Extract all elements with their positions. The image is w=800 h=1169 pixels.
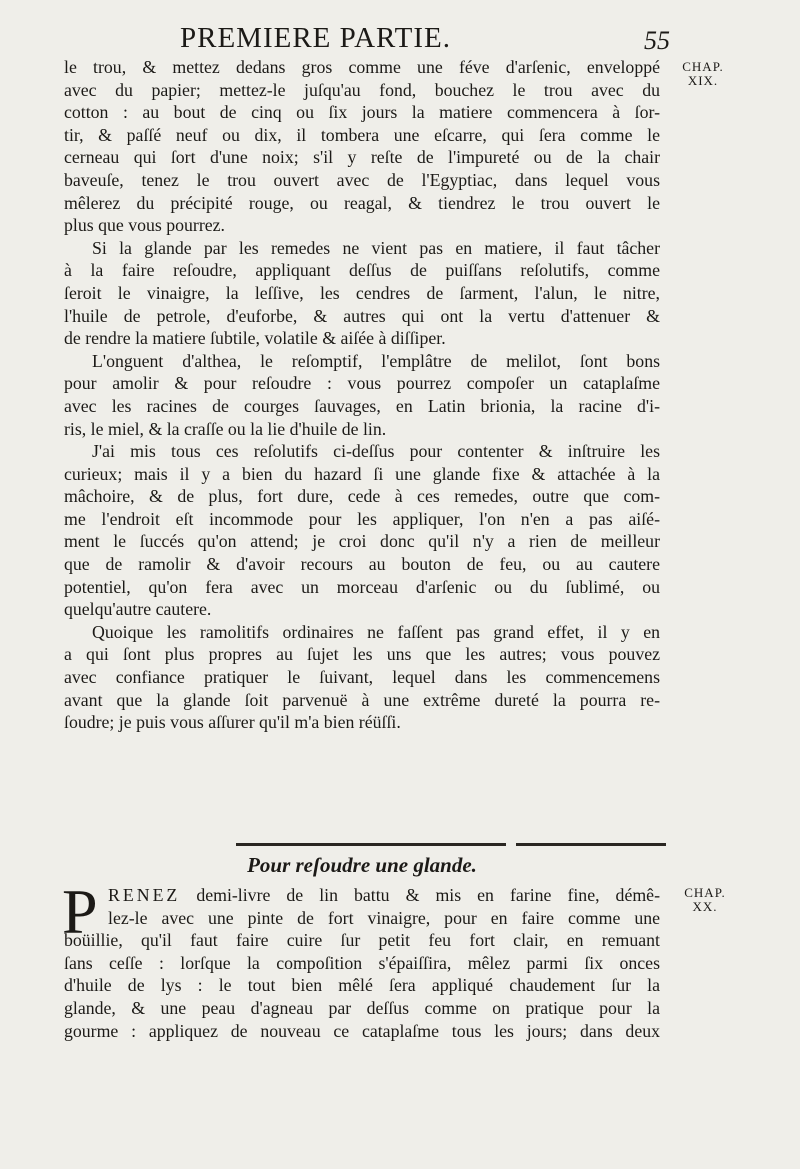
text-line: glande, & une peau d'agneau par deſſus comme on pratique pour la <box>64 997 660 1018</box>
text-line: avant que la glande ſoit parvenuë à une extrême dureté la pourra re- <box>64 689 660 710</box>
text-line: ment le ſuccés qu'on attend; je croi donc qu'il n'y a rien de meilleur <box>64 531 660 552</box>
text-line: ſans ceſſe : lorſque la compoſition s'épaiſſira, mêlez parmi ſix onces <box>64 952 660 973</box>
text-line: cerneau qui ſort d'une noix; s'il y reſte de l'impureté ou de la chair <box>64 147 660 168</box>
margin-note-label: CHAP. <box>684 885 726 900</box>
text-line: avec du papier; mettez-le juſqu'au fond, bouchez le trou avec du <box>64 79 660 100</box>
drop-cap: P <box>62 876 98 947</box>
section-title: Pour reſoudre une glande. <box>247 853 477 877</box>
text-line: mêlerez du précipité rouge, ou reagal, & tiendrez le trou ouvert le <box>64 192 660 213</box>
text-line: ſoudre; je puis vous aſſurer qu'il m'a bien réüſſi. <box>64 712 401 733</box>
text-line: ſeroit le vinaigre, la leſſive, les cendres de ſarment, l'alun, le nitre, <box>64 282 660 303</box>
body-text-block-1 <box>64 56 660 734</box>
text-line: lez-le avec une pinte de fort vinaigre, pour en faire comme une <box>108 907 660 928</box>
text-line: L'onguent d'althea, le reſomptif, l'emplâtre de melilot, ſont bons <box>92 350 660 371</box>
margin-note-number: XX. <box>692 899 718 914</box>
section-divider-left <box>236 843 506 846</box>
text-line: de rendre la matiere ſubtile, volatile & aiſée à diſſiper. <box>64 328 446 349</box>
margin-note-chapter-20 <box>670 886 740 914</box>
body-text-block-2 <box>64 884 660 1042</box>
text-line: d'huile de lys : le tout bien mêlé ſera appliqué chaudement ſur la <box>64 975 660 996</box>
text-line: tir, & paſſé neuf ou dix, il tombera une eſcarre, qui ſera comme le <box>64 124 660 145</box>
text-line: mâchoire, & de plus, fort dure, cede à ces remedes, outre que com- <box>64 486 660 507</box>
text-line: cotton : au bout de cinq ou ſix jours la matiere commencera à ſor- <box>64 102 660 123</box>
text-line: potentiel, qu'on fera avec un morceau d'arſenic ou du ſublimé, ou <box>64 576 660 597</box>
text-line: ris, le miel, & la craſſe ou la lie d'huile de lin. <box>64 418 387 439</box>
text-line: pour amolir & pour reſoudre : vous pourrez compoſer un cataplaſme <box>64 373 660 394</box>
margin-note-chapter-19 <box>668 60 738 88</box>
first-word: RENEZ <box>108 885 181 905</box>
section-divider-right <box>516 843 666 846</box>
page-number: 55 <box>644 26 670 55</box>
text-line: gourme : appliquez de nouveau ce cataplaſme tous les jours; dans deux <box>64 1020 660 1041</box>
running-title: PREMIERE PARTIE. <box>180 22 451 54</box>
line-text: demi-livre de lin battu & mis en farine fine, démê- <box>196 885 660 905</box>
text-line: me l'endroit eſt incommode pour les appliquer, l'on n'en a pas aiſé- <box>64 508 660 529</box>
margin-note-label: CHAP. <box>682 59 724 74</box>
text-line: le trou, & mettez dedans gros comme une féve d'arſenic, enveloppé <box>64 57 660 77</box>
text-line: J'ai mis tous ces reſolutifs ci-deſſus pour contenter & inſtruire les <box>92 441 660 462</box>
text-line: Quoique les ramolitifs ordinaires ne faſſent pas grand effet, il y en <box>92 621 660 642</box>
text-line: avec confiance pratiquer le ſuivant, lequel dans les commencemens <box>64 667 660 688</box>
text-line: boüillie, qu'il faut faire cuire ſur petit feu fort clair, en remuant <box>64 930 660 951</box>
text-line: avec les racines de courges ſauvages, en Latin brionia, la racine d'i- <box>64 395 660 416</box>
text-line: que de ramolir & d'avoir recours au bouton de feu, ou au cautere <box>64 554 660 575</box>
margin-note-number: XIX. <box>687 73 719 88</box>
text-line: baveuſe, tenez le trou ouvert avec de l'Egyptiac, dans lequel vous <box>64 169 660 190</box>
text-line: à la faire reſoudre, appliquant deſſus de puiſſans reſolutifs, comme <box>64 260 660 281</box>
text-line: curieux; mais il y a bien du hazard ſi une glande fixe & attachée à la <box>64 463 660 484</box>
text-line: plus que vous pourrez. <box>64 215 225 236</box>
text-line <box>64 884 660 907</box>
text-line: a qui ſont plus propres au ſujet les uns que les autres; vous pouvez <box>64 644 660 665</box>
text-line: Si la glande par les remedes ne vient pas en matiere, il faut tâcher <box>92 237 660 258</box>
text-line: l'huile de petrole, d'euforbe, & autres qui ont la vertu d'attenuer & <box>64 305 660 326</box>
text-line: quelqu'autre cautere. <box>64 599 212 620</box>
